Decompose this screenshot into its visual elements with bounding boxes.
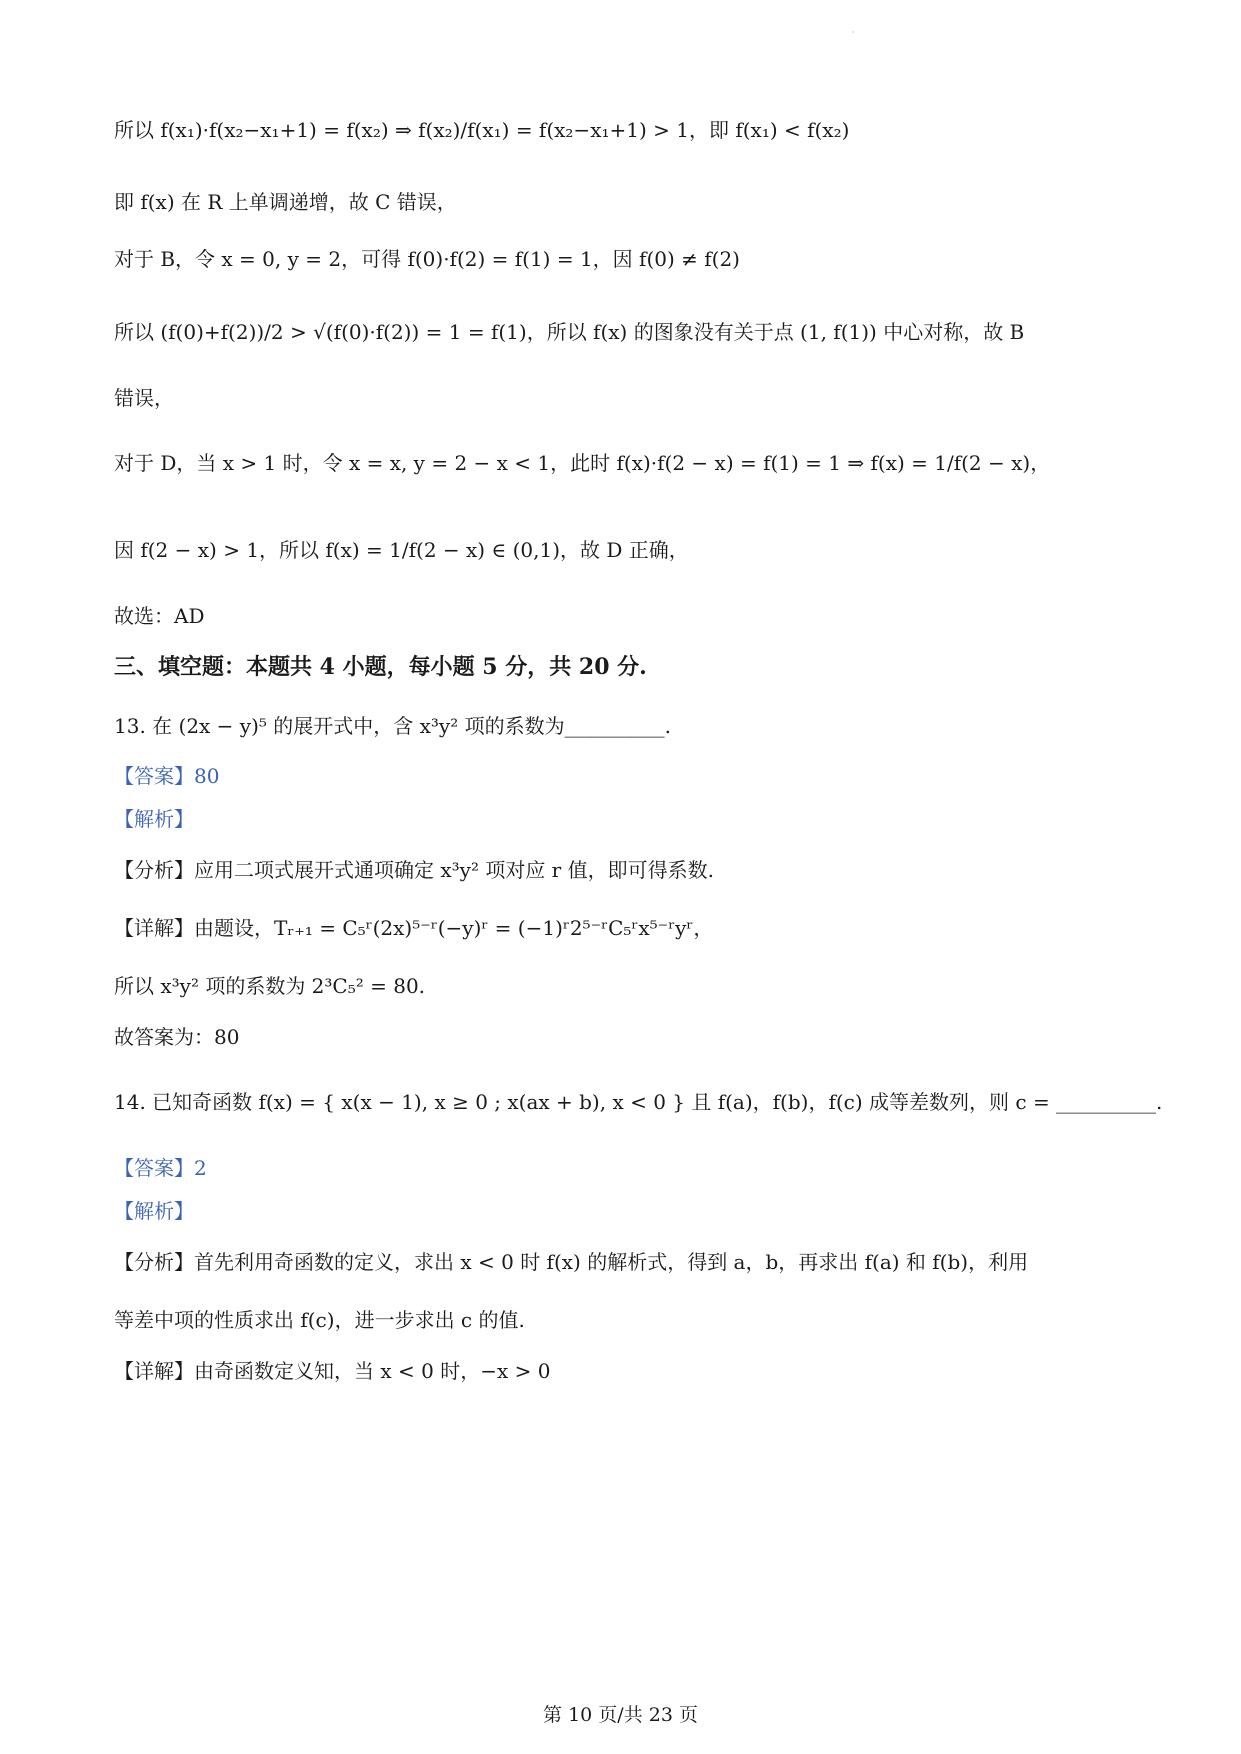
section-heading: 三、填空题：本题共 4 小题，每小题 5 分，共 20 分. [114,654,647,680]
text-line: 即 f(x) 在 R 上单调递增，故 C 错误， [114,190,457,214]
question-14: 14. 已知奇函数 f(x) = { x(x − 1), x ≥ 0 ; x(ax + b), x < 0 } 且 f(a)，f(b)，f(c) 成等差数列，则 c = __________. [114,1090,1163,1114]
text-line: 【分析】应用二项式展开式通项确定 x³y² 项对应 r 值，即可得系数. [114,858,714,882]
text-line: 所以 x³y² 项的系数为 2³C₅² = 80. [114,974,426,998]
text-line: 故答案为：80 [114,1025,240,1049]
text-line: 【详解】由奇函数定义知，当 x < 0 时，−x > 0 [114,1359,551,1383]
analysis-tag: 【解析】 [114,807,194,831]
answer-tag: 【答案】2 [114,1156,207,1180]
text-line: 故选：AD [114,604,205,628]
question-13: 13. 在 (2x − y)⁵ 的展开式中，含 x³y² 项的系数为__________. [114,714,671,738]
text-line: 【详解】由题设，Tᵣ₊₁ = C₅ʳ(2x)⁵⁻ʳ(−y)ʳ = (−1)ʳ2⁵⁻ʳC₅ʳx⁵⁻ʳyʳ， [114,916,714,940]
text-line: 因 f(2 − x) > 1，所以 f(x) = 1/f(2 − x) ∈ (0,1)，故 D 正确， [114,538,689,562]
text-line: 对于 D，当 x > 1 时，令 x = x, y = 2 − x < 1，此时 f(x)·f(2 − x) = f(1) = 1 ⇒ f(x) = 1/f(2 − x)， [114,451,1051,475]
text-line: 等差中项的性质求出 f(c)，进一步求出 c 的值. [114,1308,525,1332]
text-line: 所以 f(x₁)·f(x₂−x₁+1) = f(x₂) ⇒ f(x₂)/f(x₁) = f(x₂−x₁+1) > 1，即 f(x₁) < f(x₂) [114,118,850,142]
answer-tag: 【答案】80 [114,764,220,788]
text-line: 所以 (f(0)+f(2))/2 > √(f(0)·f(2)) = 1 = f(1)，所以 f(x) 的图象没有关于点 (1, f(1)) 中心对称，故 B [114,320,1025,344]
page-corner-mark: · [852,28,855,37]
text-line: 错误， [114,386,174,410]
analysis-tag: 【解析】 [114,1199,194,1223]
text-line: 【分析】首先利用奇函数的定义，求出 x < 0 时 f(x) 的解析式，得到 a，b，再求出 f(a) 和 f(b)，利用 [114,1250,1029,1274]
page-footer: 第 10 页/共 23 页 [543,1704,698,1726]
text-line: 对于 B，令 x = 0, y = 2，可得 f(0)·f(2) = f(1) = 1，因 f(0) ≠ f(2) [114,247,740,271]
